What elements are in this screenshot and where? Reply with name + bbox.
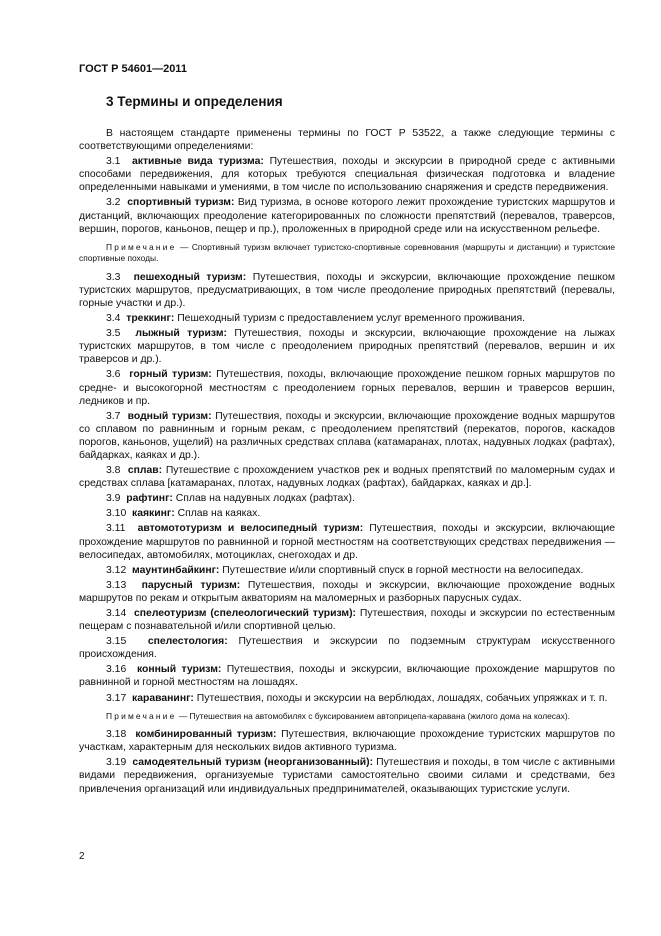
term-definition: Путешествия, походы и экскурсии, включающие прохождение на лыжах туристских маршрутов, в том числе с преодолением природных препятствий (перевалов, вершин и их траверсов и др.).	[79, 328, 615, 366]
term-entry	[79, 635, 615, 661]
term-name: автомототуризм и велосипедный туризм:	[137, 523, 364, 535]
term-entry	[79, 728, 615, 754]
term-definition: Путешествия, походы и экскурсии на верблюдах, лошадях, собачьих упряжках и т. п.	[196, 692, 608, 704]
term-name: треккинг:	[126, 313, 175, 325]
term-number: 3.13	[106, 579, 127, 591]
note-2	[79, 711, 615, 723]
term-name: парусный туризм:	[141, 579, 241, 591]
term-entry	[79, 327, 615, 366]
term-definition: Путешествия и походы, в том числе с активными видами передвижения, организуемые туристами самостоятельно своими силами и средствами, без привлечения организаций или индивидуальных предпринимателей, оказывающих туристские услуги.	[79, 757, 615, 795]
term-entry	[79, 564, 615, 577]
term-number: 3.7	[106, 410, 121, 422]
term-name: спелеотуризм (спелеологический туризм):	[133, 608, 357, 619]
term-number: 3.10	[106, 508, 127, 520]
term-entry	[79, 756, 615, 795]
term-entry	[79, 663, 615, 689]
term-entry	[79, 410, 615, 462]
term-definition: Путешествия, походы, включающие прохождение пешком горных маршрутов по средне- и высокогорной местностям с преодолением горных перевалов, вершин и траверсов вершин, ледников и пр.	[79, 369, 615, 407]
terms-list	[79, 728, 615, 795]
term-number: 3.17	[106, 692, 127, 704]
section-title: 3 Термины и определения	[106, 94, 283, 109]
term-number: 3.12	[106, 564, 127, 576]
term-number: 3.2	[106, 197, 121, 209]
term-entry	[79, 368, 615, 407]
term-definition: Путешествия, походы и экскурсии, включающие прохождение пешком туристских маршрутов, предусматривающих, в том числе преодоление природных препятствий (перевалы, горные участки и др.).	[79, 271, 615, 309]
term-entry	[79, 507, 615, 520]
term-name: водный туризм:	[127, 410, 212, 422]
term-entry	[79, 492, 615, 505]
term-entry	[79, 196, 615, 235]
term-number: 3.1	[106, 156, 121, 168]
term-definition: Сплав на каяках.	[177, 508, 261, 520]
term-entry	[79, 312, 615, 325]
term-number: 3.6	[106, 369, 121, 381]
term-definition: Путешествия, походы и экскурсии, включающие прохождение водных маршрутов со сплавом по равнинным и горным рекам, с преодолением препятствий (перекатов, порогов, каскадов порогов, каньонов, ущелий) на различных средствах сплава (катамаранах, плотах, надувных лодках (рафтах), байдарках, каяках и др.).	[79, 410, 615, 461]
term-name: самодеятельный туризм (неорганизованный):	[132, 757, 374, 769]
term-number: 3.9	[106, 493, 121, 505]
term-entry	[79, 271, 615, 310]
term-number: 3.14	[106, 608, 127, 619]
term-definition: Путешествия, походы и экскурсии, включающие прохождение водных маршрутов по рекам и открытым акваториям на маломерных и разборных парусных судах.	[79, 579, 615, 604]
term-number: 3.5	[106, 328, 121, 340]
term-name: активные вида туризма:	[131, 156, 264, 168]
term-name: сплав:	[127, 465, 163, 477]
term-name: караванинг:	[132, 692, 194, 704]
term-number: 3.16	[106, 664, 127, 676]
term-name: лыжный туризм:	[135, 328, 227, 340]
term-name: пешеходный туризм:	[133, 271, 247, 283]
term-number: 3.8	[106, 465, 121, 477]
term-name: маунтинбайкинг:	[132, 564, 220, 576]
term-definition: Путешествия, походы и экскурсии в природной среде с активными способами передвижения, для которых требуются специальная физическая подготовка и владение определенными навыками и умениями, в том числе по использованию снаряжения и средств передвижения.	[79, 156, 615, 194]
term-number: 3.11	[106, 523, 126, 535]
term-definition: Путешествия, походы и экскурсии по естественным пещерам с познавательной и/или спортивной целью.	[79, 608, 616, 633]
term-name: комбинированный туризм:	[135, 729, 277, 741]
term-entry	[79, 522, 615, 561]
term-definition: Сплав на надувных лодках (рафтах).	[175, 493, 355, 505]
term-entry	[79, 692, 615, 705]
page-number: 2	[79, 851, 85, 862]
term-name: горный туризм:	[129, 369, 212, 381]
note-text: — Спортивный туризм включает туристско-спортивные соревнования (маршруты и дистанции) и туристские спортивные походы.	[79, 241, 616, 264]
term-entry	[79, 464, 615, 490]
term-name: каякинг:	[132, 508, 175, 520]
term-number: 3.4	[106, 313, 121, 325]
document-body	[79, 127, 615, 798]
intro-paragraph: В настоящем стандарте применены термины по ГОСТ Р 53522, а также следующие термины с соответствующими определениями:	[79, 128, 615, 153]
term-definition: Путешествие и/или спортивный спуск в горной местности на велосипедах.	[222, 564, 584, 576]
term-name: спелестология:	[147, 636, 228, 648]
term-number: 3.19	[106, 757, 127, 769]
note-label: Примечание	[106, 241, 177, 252]
term-entry	[79, 607, 615, 633]
term-definition: Путешествия, включающие прохождение туристских маршрутов по участкам, характерным для нескольких видов активного туризма.	[79, 729, 615, 754]
term-definition: Путешествия, походы и экскурсии, включающие прохождение маршрутов по равнинной и горной местностям на лошадях.	[79, 664, 615, 689]
note-label: Примечание	[106, 710, 177, 721]
term-definition: Вид туризма, в основе которого лежит прохождение туристских маршрутов и дистанций, включающих преодоление категорированных по сложности препятствий (перевалов, траверсов, вершин, порогов, каньонов, пещер и пр.), проложенных в природной среде или на искусственном рельефе.	[79, 197, 616, 235]
term-name: спортивный туризм:	[127, 197, 235, 209]
term-name: рафтинг:	[126, 493, 173, 505]
note-1	[79, 242, 615, 265]
term-definition: Путешествия, походы и экскурсии, включающие прохождение маршрутов по равнинной и горной местностям на соответствующих средствах передвижения — велосипедах, автомобилях, мотоциклах, снегоходах и др.	[79, 523, 615, 561]
term-definition: Пешеходный туризм с предоставлением услуг временного проживания.	[177, 313, 525, 325]
note-text: — Путешествия на автомобилях с буксированием автоприцепа-каравана (жилого дома на колесах).	[178, 710, 570, 721]
term-number: 3.3	[106, 271, 121, 283]
term-definition: Путешествие с прохождением участков рек и водных препятствий по маломерным судах и средствах сплава [катамаранах, плотах, надувных лодках (рафтах), байдарках, каяках и др.].	[79, 465, 615, 490]
term-entry	[79, 155, 615, 194]
terms-list	[79, 271, 615, 705]
term-name: конный туризм:	[136, 664, 222, 676]
terms-list	[79, 155, 615, 236]
term-number: 3.18	[106, 729, 127, 741]
term-entry	[79, 579, 615, 605]
term-definition: Путешествия и экскурсии по подземным структурам искусственного происхождения.	[79, 636, 616, 661]
standard-header: ГОСТ Р 54601—2011	[79, 63, 187, 75]
term-number: 3.15	[106, 636, 127, 648]
